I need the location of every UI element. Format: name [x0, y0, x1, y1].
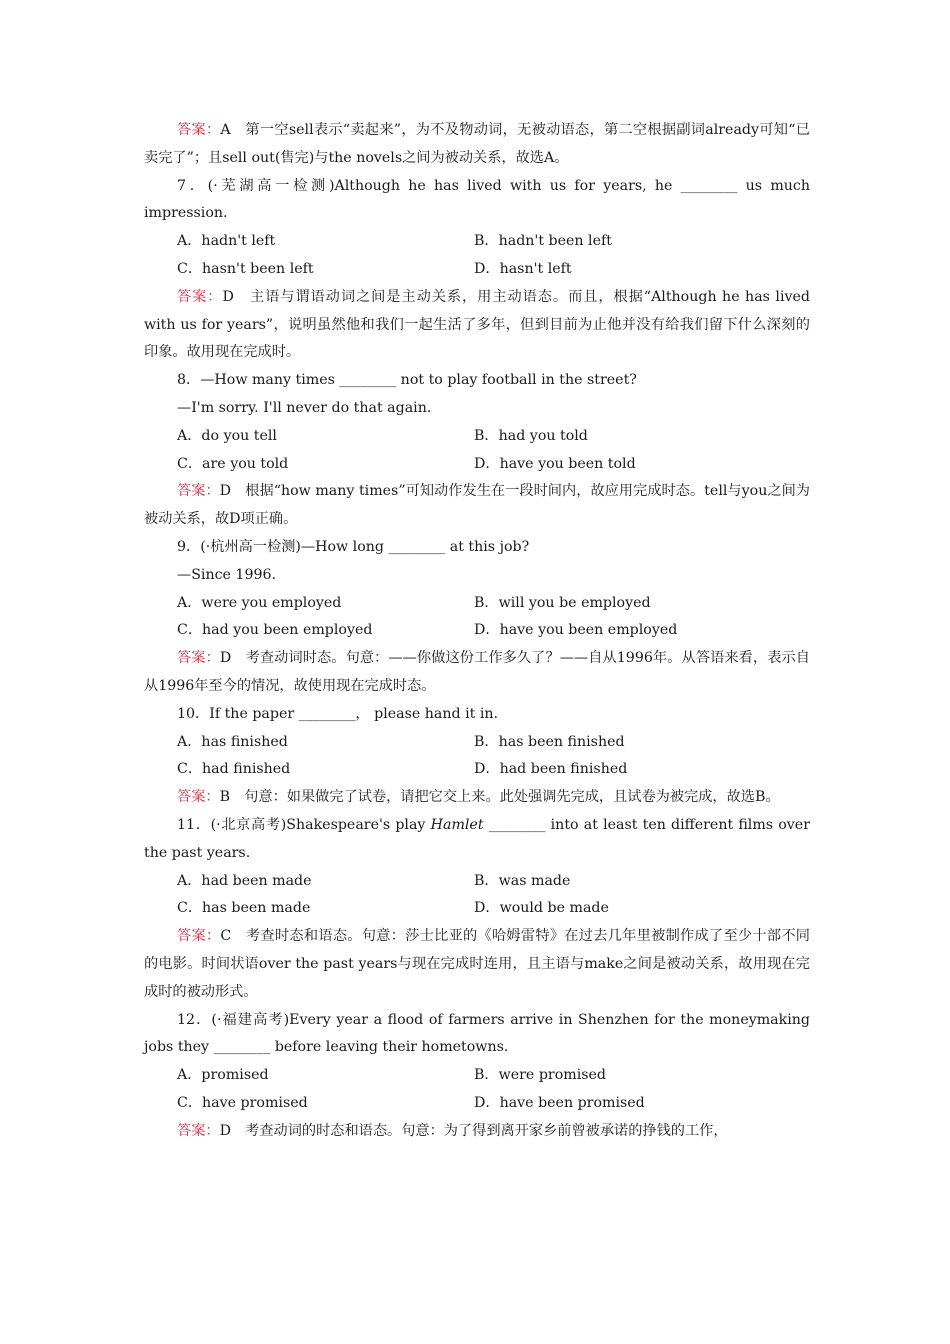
- question-9-options-row-2: [144, 617, 810, 645]
- stem-after: ________ into at least ten different films over the past years.: [144, 816, 810, 861]
- option-d: D．hasn't left: [474, 260, 572, 277]
- question-8-reply: —I'm sorry. I'll never do that again.: [177, 399, 432, 416]
- answer-9: [144, 645, 810, 701]
- option-d: D．had been finished: [474, 761, 628, 778]
- question-9-reply: —Since 1996.: [177, 566, 277, 583]
- question-10-stem: 10．If the paper ________， please hand it in.: [177, 705, 499, 722]
- answer-6: [144, 117, 810, 173]
- option-b: B．was made: [474, 872, 571, 889]
- option-a: A．do you tell: [177, 427, 277, 444]
- option-d: D．have you been told: [474, 455, 636, 472]
- option-c: C．had finished: [177, 761, 291, 778]
- question-12-options-row-2: [144, 1090, 810, 1118]
- answer-text: D 根据“how many times”可知动作发生在一段时间内，故应用完成时态。tell与you之间为被动关系，故D项正确。: [144, 483, 810, 528]
- option-d: D．have been promised: [474, 1094, 645, 1111]
- question-8-options-row-1: [144, 423, 810, 451]
- question-7-options-row-1: [144, 228, 810, 256]
- answer-text: A 第一空sell表示“卖起来”，为不及物动词，无被动语态，第二空根据副词already可知“已卖完了”；且sell out(售完)与the novels之间为被动关系，故选A。: [144, 122, 810, 166]
- option-a: A．had been made: [177, 872, 312, 889]
- option-c: C．has been made: [177, 900, 311, 917]
- answer-label: 答案：: [177, 483, 220, 500]
- answer-text: B 句意：如果做完了试卷，请把它交上来。此处强调先完成，且试卷为被完成，故选B。: [219, 789, 780, 806]
- option-b: B．were promised: [474, 1067, 606, 1084]
- option-d: D．have you been employed: [474, 622, 678, 639]
- option-a: A．promised: [177, 1067, 269, 1084]
- option-a: A．were you employed: [177, 594, 342, 611]
- question-11-options-row-1: [144, 868, 810, 896]
- question-7-stem: 7．(·芜湖高一检测)Although he has lived with us for years, he ________ us much impression.: [144, 177, 810, 222]
- answer-label: 答案：: [177, 650, 220, 667]
- stem-italic-title: Hamlet: [430, 816, 484, 833]
- option-a: A．hadn't left: [177, 233, 276, 250]
- question-9-options-row-1: [144, 590, 810, 618]
- option-c: C．hasn't been left: [177, 260, 314, 277]
- option-a: A．has finished: [177, 733, 288, 750]
- option-c: C．have promised: [177, 1094, 308, 1111]
- answer-text: D 主语与谓语动词之间是主动关系，用主动语态。而且，根据“Although he has lived with us for years”，说明虽然他和我们一起生活了多年，但到目前为止他并没有给我们留下什么深刻的印象。故用现在完成时。: [144, 288, 810, 361]
- stem-before: 11．(·北京高考)Shakespeare's play: [177, 816, 431, 833]
- question-10-options-row-1: [144, 729, 810, 757]
- answer-12: [144, 1118, 810, 1146]
- answer-text: C 考查时态和语态。句意：莎士比亚的《哈姆雷特》在过去几年里被制作成了至少十部不同的电影。时间状语over the past years与现在完成时连用，且主语与make之间是被动关系，故用现在完成时的被动形式。: [144, 928, 810, 1000]
- answer-11: [144, 923, 810, 1006]
- option-b: B．will you be employed: [474, 594, 651, 611]
- option-d: D．would be made: [474, 900, 609, 917]
- answer-7: [144, 284, 810, 367]
- question-11-options-row-2: [144, 895, 810, 923]
- question-12-options-row-1: [144, 1062, 810, 1090]
- question-12-stem: 12．(·福建高考)Every year a flood of farmers arrive in Shenzhen for the moneymaking jobs they ________ before leaving their hometowns.: [144, 1011, 810, 1056]
- option-b: B．hadn't been left: [474, 233, 612, 250]
- answer-text: D 考查动词时态。句意：——你做这份工作多久了？——自从1996年。从答语来看，表示自从1996年至今的情况，故使用现在完成时态。: [144, 650, 810, 694]
- option-c: C．are you told: [177, 455, 289, 472]
- answer-label: 答案：: [177, 122, 221, 138]
- answer-label: 答案：: [177, 1122, 220, 1139]
- answer-8: [144, 478, 810, 534]
- option-b: B．had you told: [474, 427, 588, 444]
- answer-label: 答案：: [177, 789, 220, 806]
- question-7-options-row-2: [144, 256, 810, 284]
- option-c: C．had you been employed: [177, 622, 373, 639]
- question-10-options-row-2: [144, 756, 810, 784]
- answer-label: 答案：: [177, 288, 223, 305]
- question-8-stem: 8．—How many times ________ not to play football in the street?: [177, 372, 637, 389]
- option-b: B．has been finished: [474, 733, 625, 750]
- answer-label: 答案：: [177, 928, 221, 945]
- question-11-stem: [144, 812, 810, 868]
- answer-text: D 考查动词的时态和语态。句意：为了得到离开家乡前曾被承诺的挣钱的工作，: [219, 1122, 728, 1139]
- answer-10: [144, 784, 810, 812]
- question-9-stem: 9．(·杭州高一检测)—How long ________ at this job?: [177, 538, 530, 555]
- question-8-options-row-2: [144, 451, 810, 479]
- document-page: [144, 117, 810, 1145]
